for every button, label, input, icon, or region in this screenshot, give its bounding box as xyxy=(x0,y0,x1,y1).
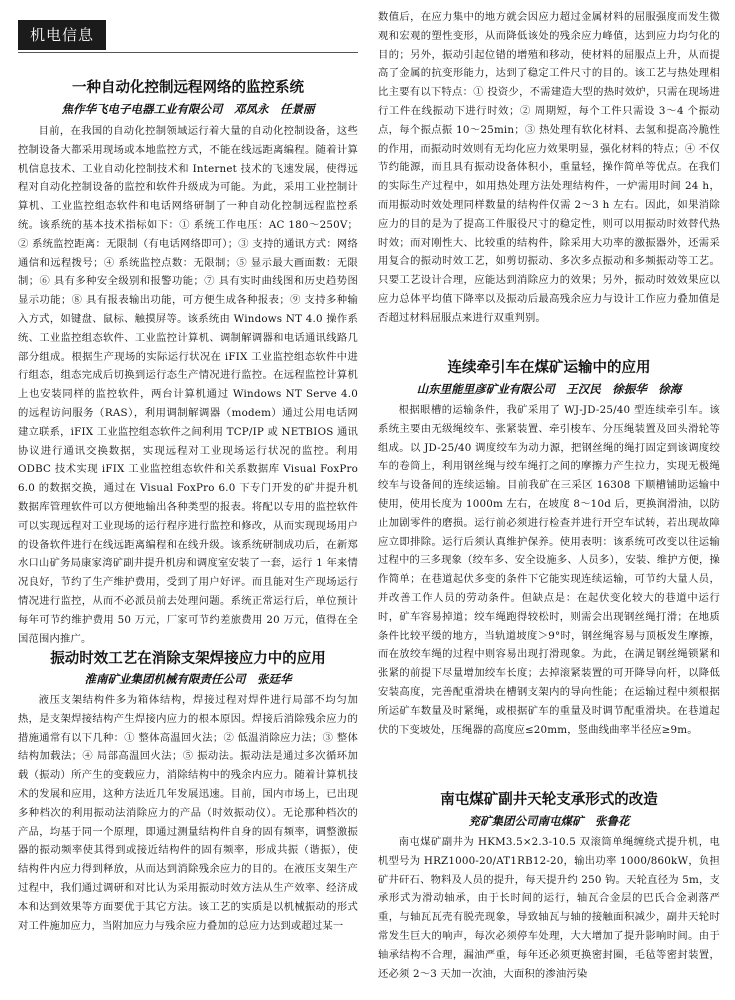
article1-body: 目前，在我国的自动化控制领域运行着大量的自动化控制设备，这些控制设备大都采用现场或本地监控方式，不能在线远距离编程。随着计算机信息技术、工业自动化控制技术和 Internet 技术的飞速发展，使得远程对自动化控制设备的监控和软件升级成为可能。为此，采用工业控制计算机、工业监控组态软件和电话网络研制了一种自动化控制远程监控系统。该系统的基本技术指标如下：① 系统工作电压：AC 180～250V；② 系统监控距离：无限制（有电话网络即可）；③ 支持的通讯方式：网络通信和远程拨号；④ 系统监控点数：无限制；⑤ 显示最大画面数：无限制；⑥ 具有多种安全级别和报警功能；⑦ 具有实时曲线图和历史趋势图显示功能；⑧ 具有报表输出功能，可方便生成各种报表；⑨ 支持多种输入方式，如键盘、鼠标、触摸屏等。该系统由 Windows NT 4.0 操作系统、工业监控组态软件、工业监控计算机、调制解调器和电话通讯线路几部分组成。根据生产现场的实际运行状况在 iFIX 工业监控组态软件中进行组态，组态完成后切换到运行态生产情况进行监控。在远程监控计算机上也安装同样的监控软件，两台计算机通过 Windows NT Serve 4.0 的远程访问服务（RAS），利用调制解调器（modem）通过公用电话网建立联系，iFIX 工业监控组态软件之间利用 TCP/IP 或 NETBIOS 通讯协议进行通讯交换数据，实现远程对工业现场运行状况的监控。利用 ODBC 技术实现 iFIX 工业监控组态软件和关系数据库 Visual FoxPro 6.0 的数据交换，通过在 Visual FoxPro 6.0 下专门开发的矿井提升机数据库管理软件可以方便地输出各种类型的报表。将配以专用的监控软件可以实现远程对工业现场的运行程序进行监控和修改，从而实现现场用户的设备软件进行在线远距离编程和在线升级。该系统研制成功后，在新郑水口山矿务局康家湾矿副井提升机房和调度室安装了一套，运行 1 年来情况良好，节约了生产维护费用，受到了用户好评。而且能对生产现场运行情况进行监控，从而不必派员前去处理问题。系统正常运行后，单位预计每年可节约维护费用 50 万元，厂家可节约差旅费用 20 万元，值得在全国范围内推广。 xyxy=(18,125,358,645)
article2-author: 淮南矿业集团机械有限责任公司 张廷华 xyxy=(84,672,292,686)
article3-body: 根据眼槽的运输条件，我矿采用了 WJ-JD-25/40 型连续牵引车。该系统主要由无级绳绞车、张紧装置、牵引梭车、分压绳装置及回头滑轮等组成。以 JD-25/40 调度绞车为动力源，把钢丝绳的绳打固定到该调度绞车的卷筒上，利用钢丝绳与绞车绳打之间的摩擦力产生拉力，实现无极绳绞车与设备间的连续运输。目前我矿在三采区 16308 下顺槽铺助运输中使用，使用长度为 1000m 左右，在坡度 8～10d 后，更换润滑油，以防止加剧零件的磨损。运行前必须进行检查并进行开空车试转，若出现故障应立即排除。运行后须认真维护保养。使用表明：该系统可改变以往运输过程中的三多现象（绞车多、安全设施多、人员多），安装、维护方便，操作简单；在巷道起伏多变的条件下它能实现连续运输，可节约大量人员，并改善工作人员的劳动条件。但缺点是：在起伏变化较大的巷道中运行时，矿车容易掉道；绞车绳跑得较松时，则需会出现钢丝绳打滑；在地质条件比较平缓的地方，当轨道坡度＞9°时，钢丝绳容易与顶板发生摩擦，而在放绞车绳的过程中则容易出现打滑现象。为此，在满足钢丝绳锁紧和张紧的前提下尽量增加绞车长度；去掉滚紧装置的可开降导向杆，以降低安装高度，完善配重滑块在槽钢支架内的导向性能；在运输过程中须根据所运矿车数量及时紧绳，或根据矿车的重量及时调节配重滑块。在巷道起伏的下变坡处，压绳器的高度应≤20mm，竖曲线曲率半径应≥9m。 xyxy=(378,404,720,736)
article4-title: 南屯煤矿副井天轮支承形式的改造 xyxy=(440,792,658,808)
article3-author: 山东里能里彦矿业有限公司 王汉民 徐振华 徐海 xyxy=(416,382,682,396)
section-banner: 机电信息 xyxy=(18,20,106,50)
article1-author: 焦作华飞电子电器工业有限公司 邓凤永 任景丽 xyxy=(61,102,315,116)
article2-continuation: 数值后，在应力集中的地方就会因应力超过金属材料的屈服强度而发生微观和宏观的塑性变形，从而降低该处的残余应力峰值，达到应力均匀化的目的；另外，振动引起位错的增殖和移动，使材料的屈服点上升，从而提高了金属的抗变形能力，达到了稳定工件尺寸的目的。该工艺与热处理相比主要有以下特点：① 投资少，不需建造大型的热时效炉，只需在现场进行工件在线振动下进行时效；② 周期短，每个工件只需设 3～4 个振动点，每个振点振 10～25min；③ 热处理有软化材料、去氢和提高冷脆性的作用，而振动时效则有无均化应力效果明显，强化材料的特点；④ 不仅节约能源，而且具有振动设备体积小，重量轻，操作简单等优点。在我们的实际生产过程中，如用热处理方法处理结构件，一炉需用时间 24 h，而用振动时效处理同样数量的结构件仅需 2～3 h 左右。因此，如果消除应力的目的是为了提高工件服役尺寸的稳定性，则可以用振动时效替代热时效；而对刚性大、比较重的结构件，除采用大功率的激振器外，还需采用复合的振动时效工艺，如剪切振动、多次多点振动和多频振动等工艺。只要工艺设计合理，应能达到消除应力的效果；另外，振动时效效果应以应力总体平均值下降率以及振动后最高残余应力与设计工作应力叠加值是否超过材料屈服点来进行双重判别。 xyxy=(378,11,720,324)
article4-body: 南屯煤矿副井为 HKM3.5×2.3-10.5 双滚筒单绳缠绕式提升机，电机型号为 HRZ1000-20/AT1RB12-20，输出功率 1000/860kW，负担矿井矸石、物料及人员的提升，每天提升约 250 钩。天轮直径为 5m，支承形式为滑动轴承，由于长时间的运行，轴瓦合金层的巴氏合金剥落严重，与轴瓦瓦壳有脱壳现象，导致轴瓦与轴的接触面积减少，副井天轮时常发生巨大的响声，每次必须停车处理，大大增加了提升影响时间。由于轴承结构不合理，漏油严重，每年还必须更换密封圈，毛毡等密封装置，还必须 2～3 天加一次油，大面积的渗油污染 xyxy=(378,836,720,980)
article2-title: 振动时效工艺在消除支架焊接应力中的应用 xyxy=(50,651,326,667)
article1-title: 一种自动化控制远程网络的监控系统 xyxy=(72,80,304,96)
article2-body: 液压支架结构件多为箱体结构，焊接过程对焊件进行局部不均匀加热，是支架焊接结构产生焊接内应力的根本原因。焊接后消除残余应力的措施通常有以下几种：① 整体高温回火法；② 低温消除应力法；③ 整体结构加载法；④ 局部高温回火法；⑤ 振动法。振动法是通过多次循环加载（振动）所产生的变载应力，消除结构中的残余内应力。随着计算机技术的发展和应用，这种方法近几年发展迅速。目前，国内市场上，已出现多种档次的利用振动法消除应力的产品（时效振动仪）。无论那种档次的产品，均基于同一个原理，即通过测量结构件自身的固有频率，调整激振器的振动频率使其得到或接近结构件的固有频率，形成共振（谐振），使结构件内应力得到释放，从而达到消除残余应力的目的。在液压支架生产过程中，我们通过调研和对比认为采用振动时效方法从生产效率、经济成本和达到效果等方面要优于其它方法。该工艺的实质是以机械振动的形式对工件施加应力，当附加应力与残余应力叠加的总应力达到或超过某一 xyxy=(18,694,358,932)
header-divider xyxy=(18,52,358,53)
article4-author: 兖矿集团公司南屯煤矿 张鲁花 xyxy=(468,814,630,828)
article3-title: 连续牵引车在煤矿运输中的应用 xyxy=(447,360,651,376)
